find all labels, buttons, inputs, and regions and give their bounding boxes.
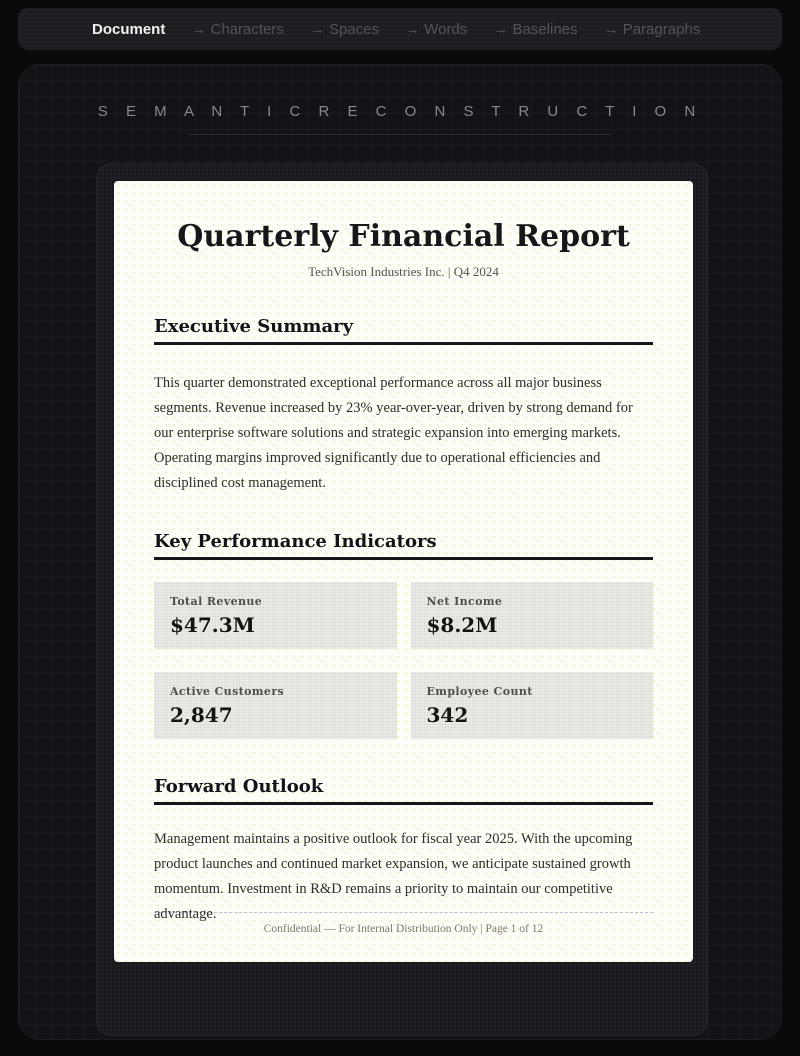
kpi-card-employee-count <box>411 672 654 739</box>
page-footer: Confidential — For Internal Distribution Only | Page 1 of 12 <box>154 912 653 937</box>
kpi-label: Total Revenue <box>170 595 263 608</box>
kpi-value: 2,847 <box>170 703 233 727</box>
kpi-card-net-income <box>411 582 654 649</box>
kpi-value: $47.3M <box>170 613 255 637</box>
nav-item-spaces[interactable]: → Spaces <box>309 20 380 38</box>
document-frame <box>96 163 708 1036</box>
stage-panel <box>18 64 782 1040</box>
kpi-grid <box>154 582 653 739</box>
document-subtitle: TechVision Industries Inc. | Q4 2024 <box>308 264 499 279</box>
kpi-label: Net Income <box>426 595 503 608</box>
nav-item-words[interactable]: → Words <box>405 20 468 38</box>
stage-divider <box>190 134 610 135</box>
nav-item-document[interactable]: Document <box>92 20 166 38</box>
stage-title: S E M A N T I C R E C O N S T R U C T I O N <box>97 103 703 120</box>
document-page <box>114 181 693 962</box>
kpi-label: Active Customers <box>170 685 285 698</box>
kpi-card-active-customers <box>154 672 397 739</box>
kpi-value: $8.2M <box>426 613 498 637</box>
section-heading-key-performance-indicators: Key Performance Indicators <box>154 530 653 560</box>
kpi-card-total-revenue <box>154 582 397 649</box>
kpi-label: Employee Count <box>426 685 533 698</box>
paragraph-executive-summary: This quarter demonstrated exceptional performance across all major business segments. Revenue increased by 23% year-over-year, driven by strong demand for our enterprise software solutions and strategic expansion into emerging markets. Operating margins improved significantly due to operational efficiencies and disciplined cost management. <box>154 375 633 491</box>
top-nav <box>18 8 782 50</box>
paragraph-forward-outlook: Management maintains a positive outlook for fiscal year 2025. With the upcoming product launches and continued market expansion, we anticipate sustained growth momentum. Investment in R&D remains a priority to maintain our competitive advantage. <box>154 831 633 922</box>
nav-item-characters[interactable]: → Characters <box>191 20 284 38</box>
section-heading-forward-outlook: Forward Outlook <box>154 775 653 805</box>
section-heading-executive-summary: Executive Summary <box>154 315 653 345</box>
kpi-value: 342 <box>426 703 469 727</box>
document-title: Quarterly Financial Report <box>177 219 630 254</box>
nav-item-paragraphs[interactable]: → Paragraphs <box>603 20 701 38</box>
nav-item-baselines[interactable]: → Baselines <box>493 20 578 38</box>
